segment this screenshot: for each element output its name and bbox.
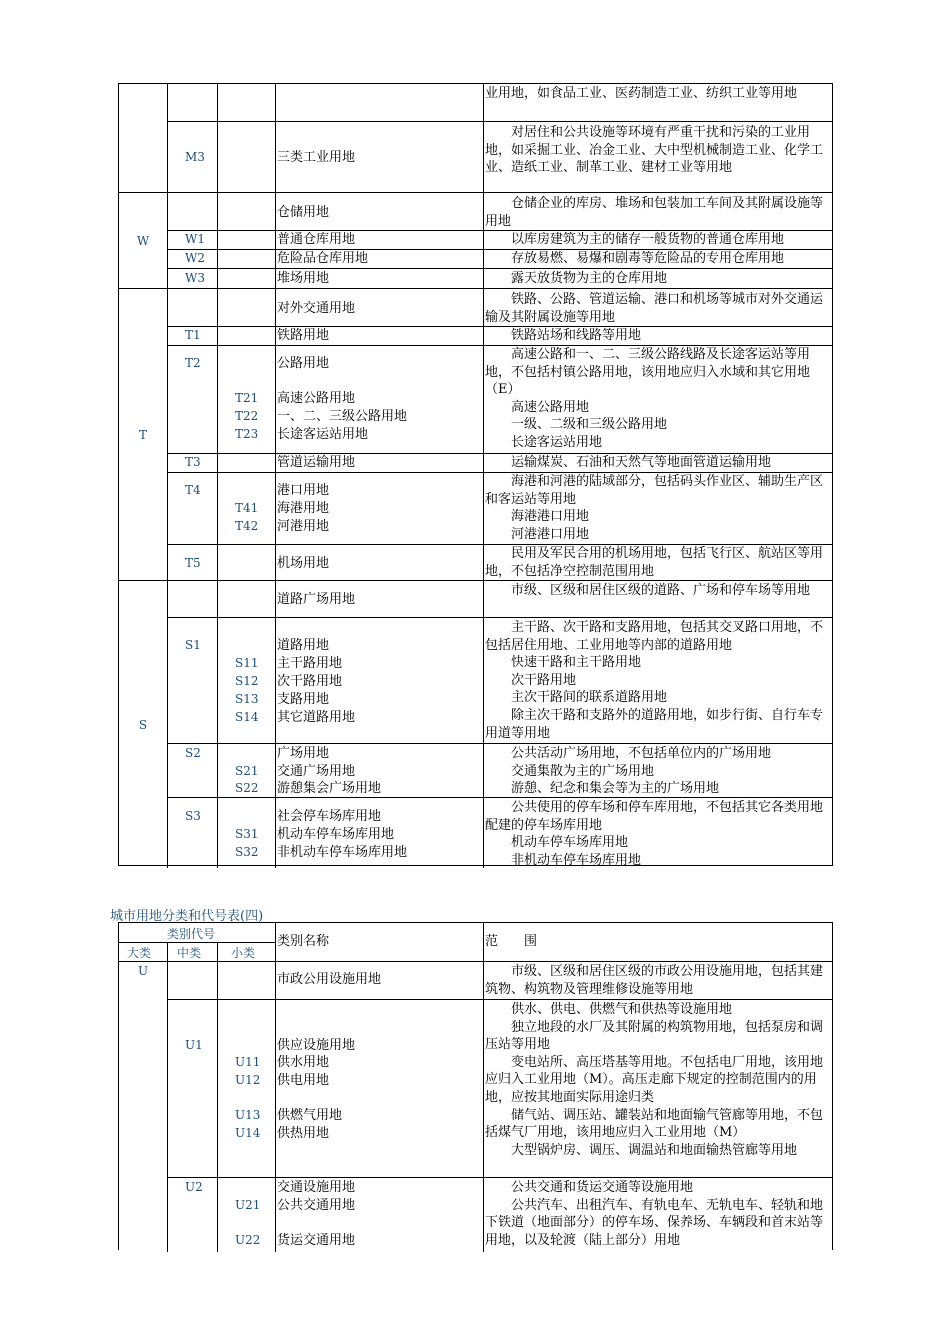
scope-cell: 铁路站场和线路等用地 (511, 328, 642, 343)
scope-cell: 公共交通和货运交通等设施用地 公共汽车、出租汽车、有轨电车、无轨电车、轻轨和地下铁道（地面部分）的停车场、保养场、车辆段和首末站等用地，以及轮渡（陆上部分）用地 (485, 1180, 824, 1248)
category-name: 三类工业用地 (277, 150, 356, 165)
minor-code: T22 (235, 409, 259, 423)
land-use-table-4 (118, 922, 833, 1250)
scope-cell: 民用及军民合用的机场用地，包括飞行区、航站区等用地，不包括净空控制范围用地 (485, 546, 824, 579)
minor-code: U11 (235, 1055, 261, 1069)
minor-code: T23 (235, 427, 259, 441)
minor-header: 小类 (231, 946, 256, 960)
category-name: 管道运输用地 (277, 455, 356, 470)
table-row (119, 121, 832, 193)
minor-code: S12 (235, 674, 259, 688)
table-row (119, 961, 832, 1000)
table-caption: 城市用地分类和代号表(四) (110, 909, 264, 924)
mid-code: M3 (185, 150, 205, 164)
category-name: 普通仓库用地 (277, 232, 356, 247)
table-row (119, 1177, 832, 1252)
category-name: 铁路用地 (277, 328, 330, 343)
category-name: 一、二、三级公路用地 (277, 409, 408, 424)
category-name: 仓储用地 (277, 205, 330, 220)
table-row (119, 453, 832, 473)
category-name: 海港用地 (277, 501, 330, 516)
minor-code: S14 (235, 710, 259, 724)
scope-cell: 市级、区级和居住区级的道路、广场和停车场等用地 (511, 583, 811, 598)
table-row (119, 326, 832, 346)
table-row (119, 288, 832, 327)
major-code-w: W (136, 234, 150, 248)
mid-code: U2 (185, 1180, 203, 1194)
table-row (119, 472, 832, 545)
scope-cell: 高速公路和一、二、三级公路线路及长途客运站等用地，不包括村镇公路用地，该用地应归入水域和其它用地（E） 高速公路用地 一级、二级和三级公路用地 长途客运站用地 (485, 347, 811, 450)
scope-cell: 以库房建筑为主的储存一般货物的普通仓库用地 (511, 232, 785, 247)
category-name: 港口用地 (277, 483, 330, 498)
category-name: 非机动车停车场库用地 (277, 845, 408, 860)
category-name: 危险品仓库用地 (277, 251, 369, 266)
scope-cell: 海港和河港的陆域部分，包括码头作业区、辅助生产区和客运站等用地 海港港口用地 河港港口用地 (485, 474, 824, 542)
table-row (119, 999, 832, 1178)
category-name: 供热用地 (277, 1126, 330, 1141)
category-name: 支路用地 (277, 692, 330, 707)
category-name: 游憩集会广场用地 (277, 781, 382, 796)
land-use-table-continued (118, 83, 833, 866)
minor-code: S13 (235, 692, 259, 706)
mid-code: W1 (185, 232, 205, 246)
mid-code: W2 (185, 251, 205, 265)
mid-code: T3 (185, 455, 201, 469)
table-row (119, 544, 832, 581)
mid-header: 中类 (177, 946, 202, 960)
scope-cell: 仓储企业的库房、堆场和包装加工车间及其附属设施等用地 (485, 196, 824, 229)
category-name: 交通广场用地 (277, 764, 356, 779)
table-row (119, 617, 832, 744)
category-name: 市政公用设施用地 (277, 972, 382, 987)
scope-cell: 存放易燃、易爆和剧毒等危险品的专用仓库用地 (511, 251, 785, 266)
table-row (119, 268, 832, 289)
minor-code: U22 (235, 1233, 261, 1247)
scope-cell: 运输煤炭、石油和天然气等地面管道运输用地 (511, 455, 772, 470)
category-name: 河港用地 (277, 519, 330, 534)
major-code-s: S (138, 718, 148, 732)
mid-code: S3 (185, 809, 201, 823)
mid-code: T2 (185, 356, 201, 370)
scope-cell: 主干路、次干路和支路用地，包括其交叉路口用地，不包括居住用地、工业用地等内部的道路用地 快速干路和主干路用地 次干路用地 主次干路间的联系道路用地 除主次干路和支路外的道路用地，如步行街、自行车专用道等用地 (485, 620, 824, 741)
category-name: 次干路用地 (277, 674, 343, 689)
minor-code: S32 (235, 845, 259, 859)
category-name: 公共交通用地 (277, 1198, 356, 1213)
mid-code: S2 (185, 746, 201, 760)
mid-code: T5 (185, 556, 201, 570)
major-header: 大类 (127, 946, 152, 960)
table-row (119, 249, 832, 269)
category-name: 长途客运站用地 (277, 427, 369, 442)
major-code-t: T (138, 428, 147, 442)
table-row (119, 192, 832, 231)
category-name: 公路用地 (277, 356, 330, 371)
category-name: 堆场用地 (277, 271, 330, 286)
minor-code: S21 (235, 764, 259, 778)
minor-code: U21 (235, 1198, 261, 1212)
name-header: 类别名称 (277, 934, 330, 949)
category-name: 供电用地 (277, 1073, 330, 1088)
scope-header: 范 围 (485, 934, 538, 949)
category-name: 其它道路用地 (277, 710, 356, 725)
category-name: 机场用地 (277, 556, 330, 571)
table-row (119, 743, 832, 798)
mid-code: U1 (185, 1038, 203, 1052)
category-name: 社会停车场库用地 (277, 809, 382, 824)
category-name: 道路用地 (277, 638, 330, 653)
minor-code: S31 (235, 827, 259, 841)
table-row (119, 230, 832, 250)
scope-cell: 铁路、公路、管道运输、港口和机场等城市对外交通运输及其附属设施等用地 (485, 292, 824, 325)
scope-cell: 公共活动广场用地，不包括单位内的广场用地 交通集散为主的广场用地 游憩、纪念和集会等为主的广场用地 (511, 746, 772, 797)
minor-code: T42 (235, 519, 259, 533)
minor-code: S11 (235, 656, 259, 670)
scope-cell: 露天放货物为主的仓库用地 (511, 271, 668, 286)
code-group-header: 类别代号 (167, 927, 216, 941)
table-row (119, 345, 832, 454)
category-name: 高速公路用地 (277, 391, 356, 406)
table-row (119, 580, 832, 618)
scope-cell: 对居住和公共设施等环境有严重干扰和污染的工业用地，如采掘工业、冶金工业、大中型机械制造工业、化学工业、造纸工业、制革工业、建材工业等用地 (485, 125, 824, 176)
category-name: 货运交通用地 (277, 1233, 356, 1248)
table-row (119, 83, 832, 121)
category-name: 机动车停车场库用地 (277, 827, 395, 842)
category-name: 供水用地 (277, 1055, 330, 1070)
scope-cell: 供水、供电、供燃气和供热等设施用地 独立地段的水厂及其附属的构筑物用地，包括泵房和调压站等用地 变电站所、高压塔基等用地。不包括电厂用地，该用地应归入工业用地（M）。高压走廊下规定的控制范围内的用地，应按其地面实际用途归类 储气站、调压站、罐装站和地面输气管廊等用地，不包括煤气厂用地，该用地应归入工业用地（M） 大型锅炉房、调压、调温站和地面输热管廊等用地 (485, 1002, 824, 1158)
minor-code: U13 (235, 1108, 261, 1122)
scope-cell: 市级、区级和居住区级的市政公用设施用地，包括其建筑物、构筑物及管理维修设施等用地 (485, 964, 824, 997)
minor-code: T21 (235, 391, 259, 405)
scope-cell: 公共使用的停车场和停车库用地，不包括其它各类用地配建的停车场库用地 机动车停车场库用地 非机动车停车场库用地 (485, 800, 824, 868)
mid-code: W3 (185, 271, 205, 285)
minor-code: S22 (235, 781, 259, 795)
scope-cell: 业用地，如食品工业、医药制造工业、纺织工业等用地 (485, 86, 798, 101)
mid-code: T4 (185, 483, 201, 497)
minor-code: U12 (235, 1073, 261, 1087)
mid-code: T1 (185, 328, 201, 342)
table-row (119, 797, 832, 868)
category-name: 供应设施用地 (277, 1038, 356, 1053)
category-name: 道路广场用地 (277, 592, 356, 607)
mid-code: S1 (185, 638, 201, 652)
major-code-u: U (137, 964, 149, 978)
minor-code: T41 (235, 501, 259, 515)
category-name: 主干路用地 (277, 656, 343, 671)
category-name: 供燃气用地 (277, 1108, 343, 1123)
category-name: 广场用地 (277, 746, 330, 761)
table-header (119, 923, 832, 961)
category-name: 对外交通用地 (277, 301, 356, 316)
category-name: 交通设施用地 (277, 1180, 356, 1195)
minor-code: U14 (235, 1126, 261, 1140)
